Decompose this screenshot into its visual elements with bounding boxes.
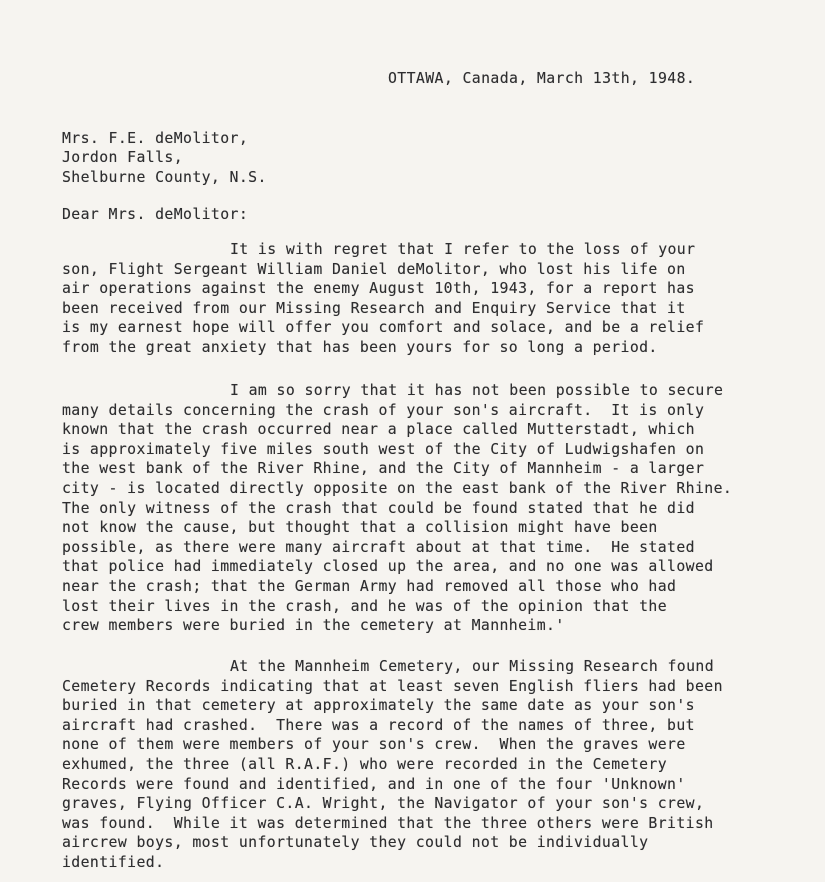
- paragraph-line: air operations against the enemy August 10th, 1943, for a report has: [62, 280, 695, 298]
- paragraph-line: buried in that cemetery at approximately the same date as your son's: [62, 697, 695, 715]
- paragraph-line: from the great anxiety that has been yours for so long a period.: [62, 338, 658, 356]
- paragraph-line: possible, as there were many aircraft about at that time. He stated: [62, 538, 695, 556]
- paragraph-2: [62, 381, 732, 636]
- paragraph-line: crew members were buried in the cemetery at Mannheim.': [62, 617, 565, 635]
- paragraph-line: graves, Flying Officer C.A. Wright, the Navigator of your son's crew,: [62, 795, 705, 813]
- address-line: Mrs. F.E. deMolitor,: [62, 130, 249, 147]
- salutation: Dear Mrs. deMolitor:: [62, 206, 249, 223]
- paragraph-line: The only witness of the crash that could be found stated that he did: [62, 499, 695, 517]
- address-line: Shelburne County, N.S.: [62, 169, 267, 186]
- paragraph-line: many details concerning the crash of your son's aircraft. It is only: [62, 401, 705, 419]
- paragraph-line: Records were found and identified, and in one of the four 'Unknown': [62, 775, 686, 793]
- paragraph-line: Cemetery Records indicating that at least seven English fliers had been: [62, 677, 723, 695]
- letter-dateline: OTTAWA, Canada, March 13th, 1948.: [388, 70, 696, 87]
- paragraph-line: that police had immediately closed up the area, and no one was allowed: [62, 558, 714, 576]
- paragraph-line: identified.: [62, 853, 165, 871]
- paragraph-line: It is with regret that I refer to the loss of your: [230, 241, 696, 258]
- paragraph-1: [62, 240, 704, 358]
- paragraph-line: not know the cause, but thought that a collision might have been: [62, 519, 658, 537]
- paragraph-line: exhumed, the three (all R.A.F.) who were recorded in the Cemetery: [62, 755, 668, 773]
- paragraph-line: lost their lives in the crash, and he was of the opinion that the: [62, 597, 668, 615]
- paragraph-line: near the crash; that the German Army had removed all those who had: [62, 577, 677, 595]
- paragraph-line: none of them were members of your son's crew. When the graves were: [62, 736, 686, 754]
- paragraph-line: aircrew boys, most unfortunately they could not be individually: [62, 834, 649, 852]
- paragraph-line: At the Mannheim Cemetery, our Missing Research found: [230, 658, 715, 675]
- address-line: Jordon Falls,: [62, 149, 184, 166]
- paragraph-line: I am so sorry that it has not been possible to secure: [230, 382, 724, 399]
- paragraph-line: city - is located directly opposite on the east bank of the River Rhine.: [62, 479, 733, 497]
- paragraph-line: the west bank of the River Rhine, and the City of Mannheim - a larger: [62, 460, 705, 478]
- paragraph-line: aircraft had crashed. There was a record of the names of three, but: [62, 716, 695, 734]
- paragraph-line: was found. While it was determined that the three others were British: [62, 814, 714, 832]
- paragraph-3: [62, 657, 723, 873]
- paragraph-line: is approximately five miles south west of the City of Ludwigshafen on: [62, 440, 705, 458]
- paragraph-line: son, Flight Sergeant William Daniel deMolitor, who lost his life on: [62, 260, 686, 278]
- paragraph-line: is my earnest hope will offer you comfort and solace, and be a relief: [62, 319, 705, 337]
- paragraph-line: been received from our Missing Research and Enquiry Service that it: [62, 299, 686, 317]
- paragraph-line: known that the crash occurred near a place called Mutterstadt, which: [62, 421, 695, 439]
